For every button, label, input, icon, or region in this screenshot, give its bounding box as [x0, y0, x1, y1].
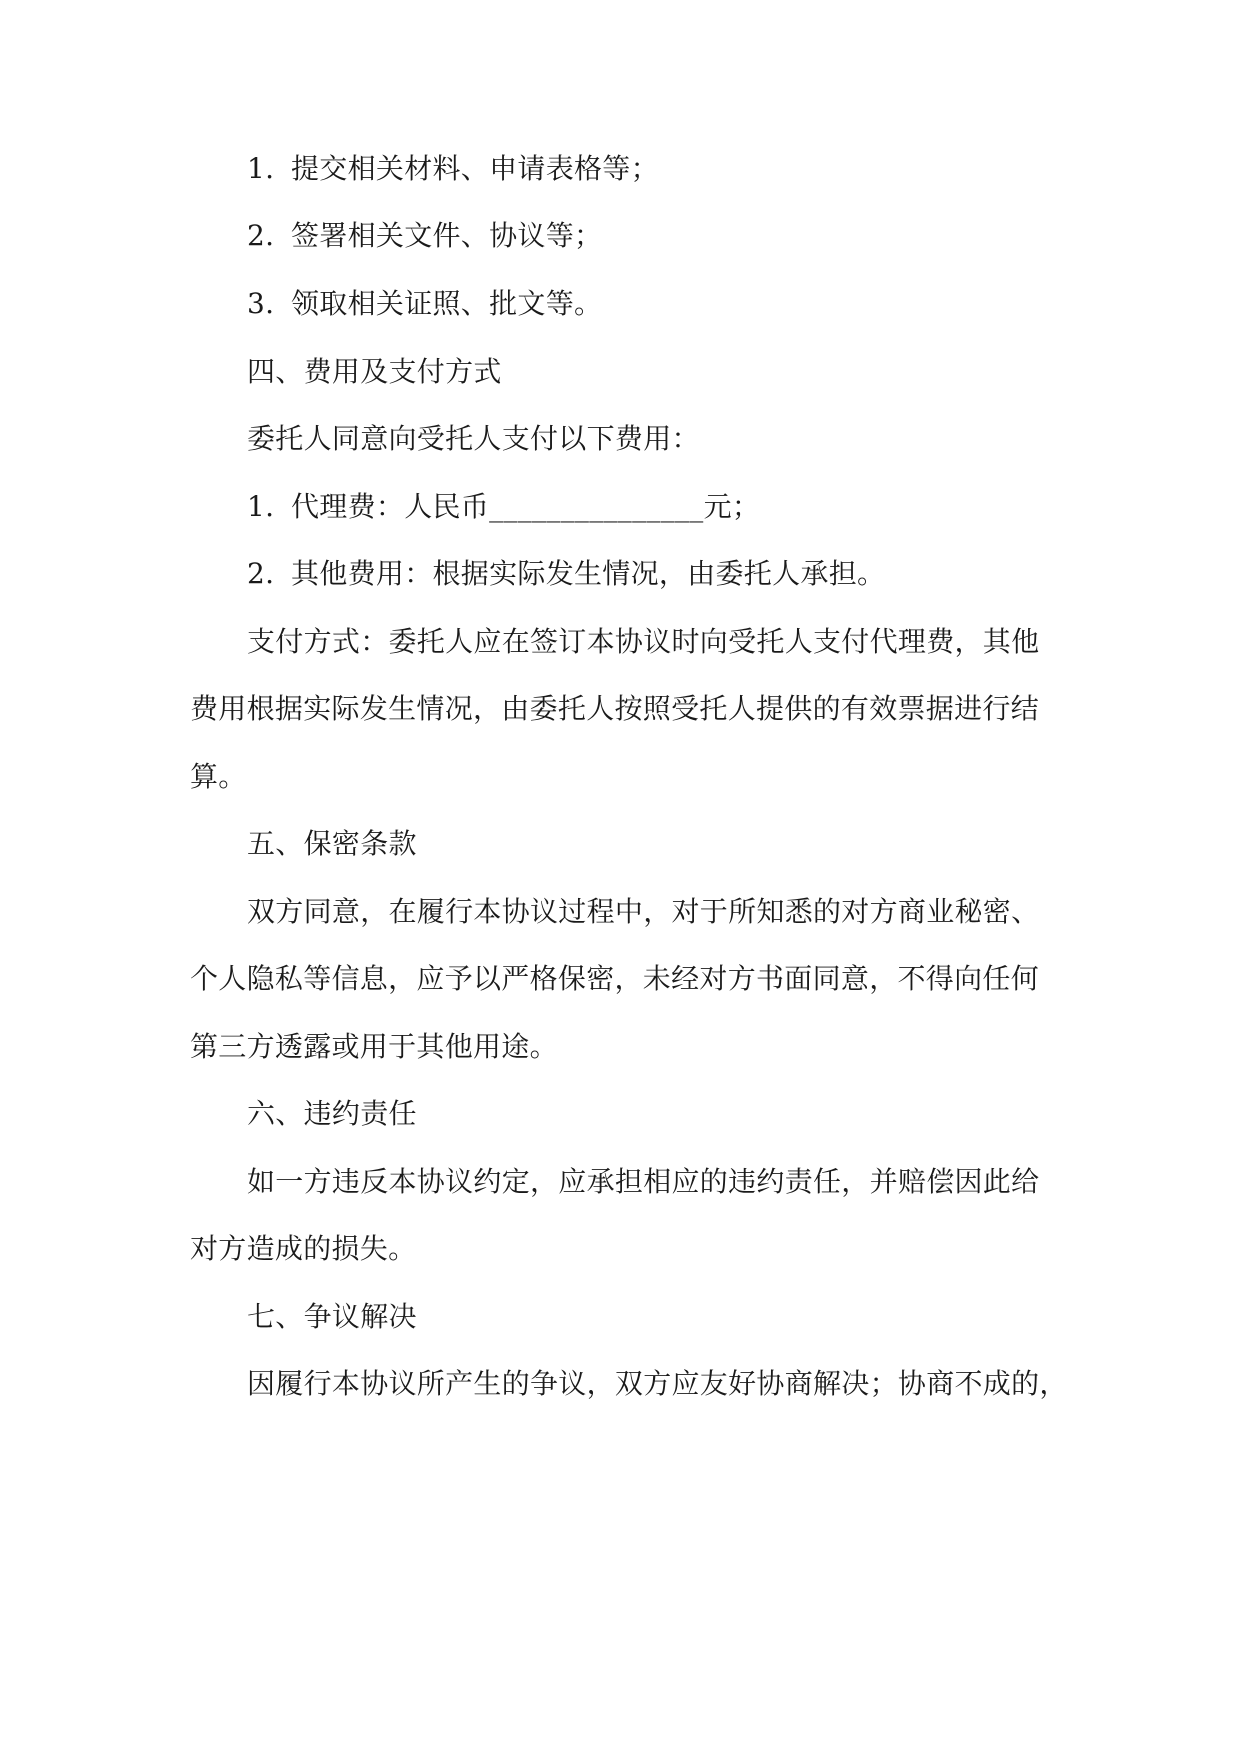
paragraph-line: 双方同意，在履行本协议过程中，对于所知悉的对方商业秘密、: [247, 895, 1040, 928]
list-number: 3.: [247, 287, 275, 320]
paragraph-line: 对方造成的损失。: [190, 1232, 417, 1265]
section-heading: 四、费用及支付方式: [247, 355, 502, 388]
list-number: 2.: [247, 219, 275, 252]
paragraph-line: 费用根据实际发生情况，由委托人按照受托人提供的有效票据进行结: [190, 692, 1040, 725]
list-item: [247, 284, 1107, 324]
list-item: [247, 216, 1107, 256]
list-number: 2.: [247, 557, 275, 590]
paragraph-line: 第三方透露或用于其他用途。: [190, 1030, 558, 1063]
list-item: [247, 149, 1107, 189]
list-text: 提交相关材料、申请表格等；: [291, 152, 659, 185]
list-number: 1.: [247, 152, 275, 185]
paragraph-line: 支付方式：委托人应在签订本协议时向受托人支付代理费，其他: [247, 625, 1040, 658]
list-text: 代理费：人民币_______________元；: [291, 490, 761, 523]
section-heading: 七、争议解决: [247, 1300, 417, 1333]
paragraph-line: 因履行本协议所产生的争议，双方应友好协商解决；协商不成的，: [247, 1367, 1068, 1400]
paragraph-line: 算。: [190, 760, 247, 793]
list-item: [247, 487, 1107, 527]
paragraph-line: 委托人同意向受托人支付以下费用：: [247, 422, 700, 455]
section-heading: 六、违约责任: [247, 1097, 417, 1130]
list-text: 领取相关证照、批文等。: [291, 287, 603, 320]
list-text: 其他费用：根据实际发生情况，由委托人承担。: [291, 557, 886, 590]
list-text: 签署相关文件、协议等；: [291, 219, 603, 252]
paragraph-line: 如一方违反本协议约定，应承担相应的违约责任，并赔偿因此给: [247, 1165, 1040, 1198]
list-item: [247, 554, 1107, 594]
section-heading: 五、保密条款: [247, 827, 417, 860]
list-number: 1.: [247, 490, 275, 523]
paragraph-line: 个人隐私等信息，应予以严格保密，未经对方书面同意，不得向任何: [190, 962, 1040, 995]
